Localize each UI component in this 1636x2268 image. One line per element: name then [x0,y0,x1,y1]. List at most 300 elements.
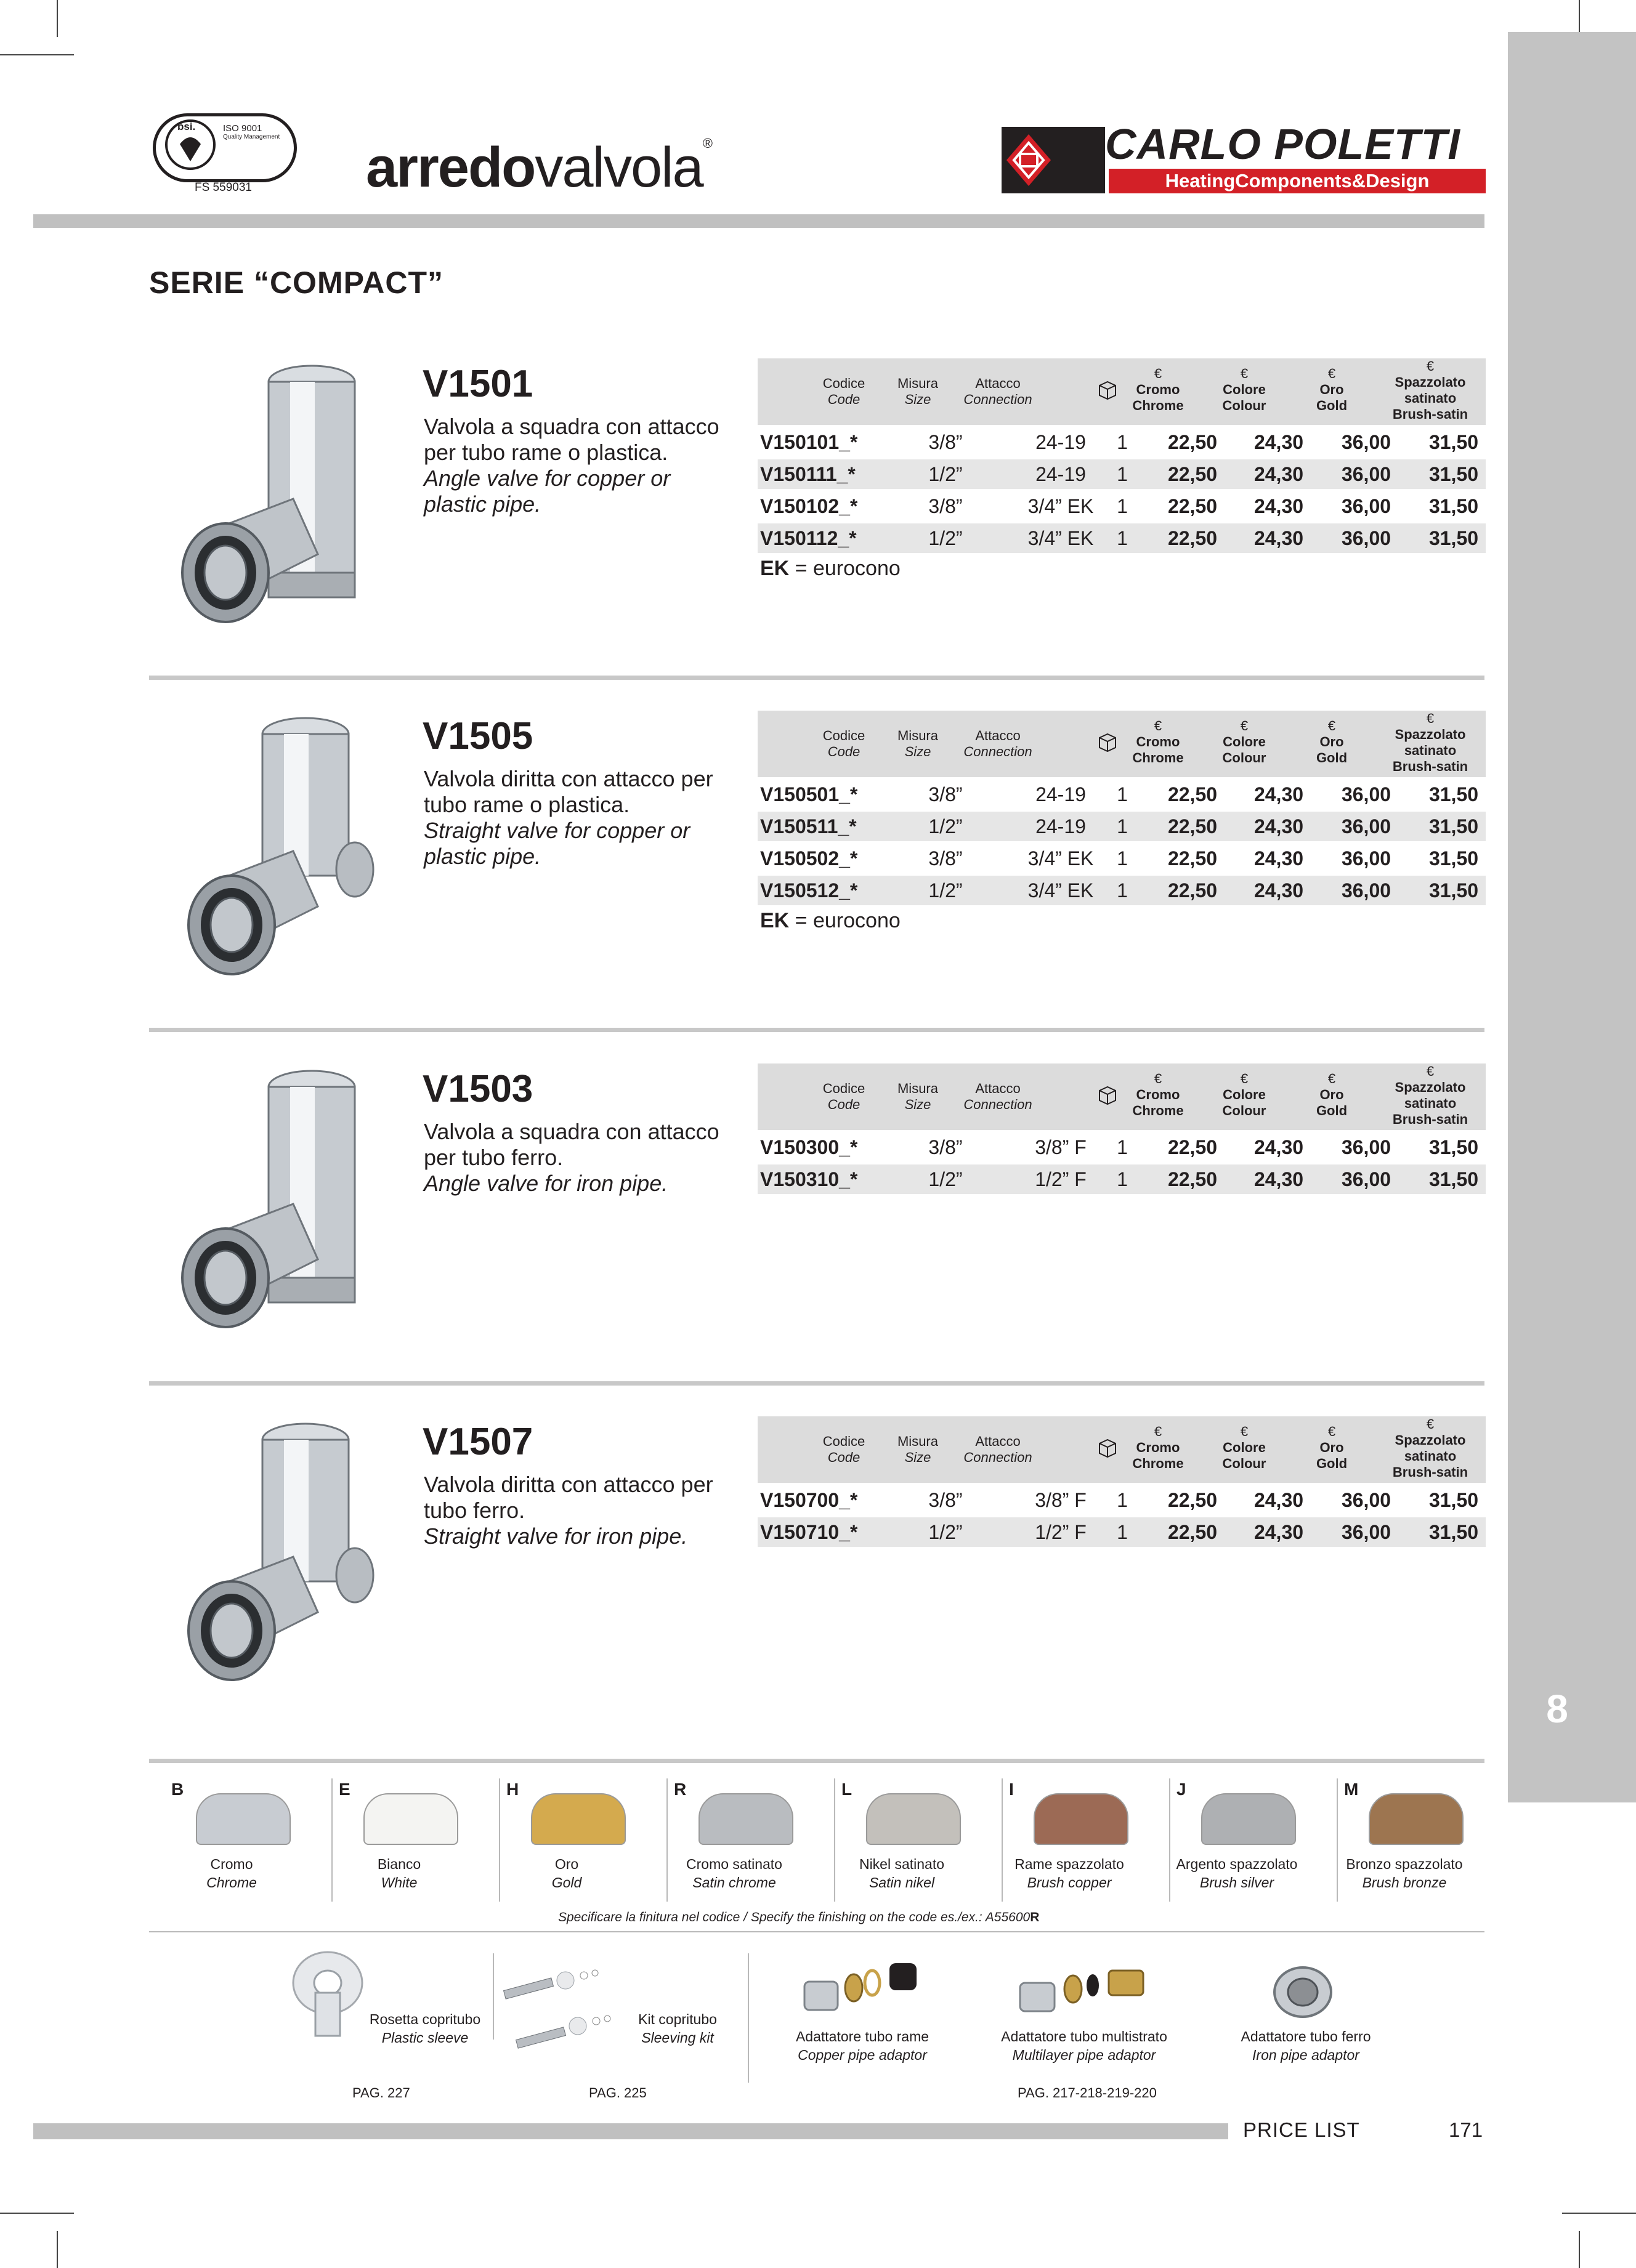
row-code: V150300_* [760,1136,858,1158]
header-colour-line: Colore [1223,734,1266,749]
row-quantity: 1 [1117,463,1128,485]
price-row [758,812,1486,841]
header-chrome-line: Cromo [1136,382,1180,397]
crop-mark [0,2213,74,2214]
header-brush-satin-line: satinato [1404,390,1457,406]
row-code: V150310_* [760,1168,858,1190]
page-reference[interactable]: PAG. 217-218-219-220 [1018,2085,1157,2101]
iron-adaptor-icon [1269,1958,1337,2026]
copper-adaptor-image [801,1953,924,2021]
row-price-colour: 24,30 [1253,879,1304,902]
row-code: V150112_* [760,527,857,549]
row-price-chrome: 22,50 [1167,527,1218,549]
header-size-line: Size [904,392,931,407]
valve-image [176,1056,423,1339]
header-chrome [1127,718,1189,766]
cp-emblem-icon [1002,127,1056,193]
crop-mark [1579,0,1580,37]
row-price-colour: 24,30 [1253,495,1304,517]
header-gold-line: € [1327,718,1336,733]
row-price-gold: 36,00 [1341,847,1391,870]
crop-mark [0,54,74,55]
header-brush-satin [1387,711,1473,775]
finish-name [325,1855,473,1892]
row-price-chrome: 22,50 [1167,1168,1218,1190]
row-price-colour: 24,30 [1253,1136,1304,1158]
eurocono-text: = eurocono [789,557,901,580]
row-quantity: 1 [1117,1168,1128,1190]
header-size-line: Misura [897,728,938,743]
finish-swatch [196,1793,291,1845]
product-description-en: Straight valve for iron pipe. [424,1523,688,1549]
finish-divider [1337,1778,1338,1902]
accessory-label [986,2027,1183,2064]
header-connection [955,376,1041,408]
finish-divider [499,1778,500,1902]
price-row [758,844,1486,873]
finish-divider [331,1778,333,1902]
row-price-colour: 24,30 [1253,847,1304,870]
header-gold-line: € [1327,1071,1336,1086]
row-size: 1/2” [928,1168,963,1190]
product-divider [149,1028,1484,1032]
header-colour-line: Colore [1223,1087,1266,1102]
finish-name-it: Cromo [210,1856,253,1872]
finish-name-en: Chrome [206,1875,257,1891]
brand-reg: ® [702,135,711,151]
header-brush-satin-line: Brush-satin [1392,406,1468,422]
row-price-gold: 36,00 [1341,879,1391,902]
header-connection-line: Connection [963,744,1032,759]
page-reference[interactable]: PAG. 227 [352,2085,410,2101]
accessory-name-en: Copper pipe adaptor [798,2047,927,2063]
row-quantity: 1 [1117,1136,1128,1158]
row-connection: 3/4” EK [1027,847,1094,870]
row-price-satin: 31,50 [1428,431,1479,453]
finish-swatch [531,1793,626,1845]
product-divider [149,1381,1484,1386]
brand-logo [366,135,711,200]
row-price-gold: 36,00 [1341,431,1391,453]
row-connection: 1/2” F [1035,1521,1087,1543]
price-row [758,1164,1486,1194]
accessories-divider [149,1931,1484,1932]
row-code: V150502_* [760,847,858,870]
header-connection-line: Connection [963,1097,1032,1112]
iso-number: ISO 9001 [223,123,262,134]
price-row [758,876,1486,905]
finish-swatch [363,1793,458,1845]
row-price-colour: 24,30 [1253,1168,1304,1190]
row-price-chrome: 22,50 [1167,495,1218,517]
finish-name-en: Brush silver [1199,1875,1274,1891]
finish-letter: L [841,1780,852,1799]
header-brush-satin-line: € [1426,1063,1435,1079]
accessory-name-en: Iron pipe adaptor [1252,2047,1359,2063]
header-brush-satin-line: Brush-satin [1392,1464,1468,1480]
header-bar [33,214,1484,228]
header-brush-satin [1387,1416,1473,1480]
header-colour [1213,718,1275,766]
header-gold-line: € [1327,1424,1336,1439]
row-price-colour: 24,30 [1253,783,1304,805]
finish-name [493,1855,641,1892]
row-price-satin: 31,50 [1428,1521,1479,1543]
header-colour-line: Colour [1222,750,1266,765]
row-code: V150512_* [760,879,858,902]
sleeving-kit-image [498,1959,621,2058]
copper-adaptor-icon [801,1953,924,2021]
row-quantity: 1 [1117,783,1128,805]
finish-divider [1169,1778,1170,1902]
row-connection: 24-19 [1035,463,1086,485]
crop-mark [57,0,58,37]
row-price-chrome: 22,50 [1167,815,1218,837]
row-size: 3/8” [928,847,963,870]
header-connection-line: Connection [963,392,1032,407]
row-size: 3/8” [928,431,963,453]
price-row [758,491,1486,521]
eurocono-abbr: EK [760,909,790,932]
eurocono-note [760,557,901,581]
accessory-name-it: Adattatore tubo multistrato [1001,2028,1167,2044]
row-price-colour: 24,30 [1253,431,1304,453]
header-chrome-line: € [1154,718,1162,733]
row-code: V150700_* [760,1489,858,1511]
header-code-line: Codice [822,1434,865,1449]
price-row [758,1132,1486,1162]
header-size [881,1081,955,1113]
finish-name-it: Cromo satinato [686,1856,782,1872]
header-code-line: Code [827,1450,861,1465]
header-size [881,376,955,408]
row-connection: 1/2” F [1035,1168,1087,1190]
row-code: V150111_* [760,463,856,485]
row-price-gold: 36,00 [1341,1168,1391,1190]
row-quantity: 1 [1117,847,1128,870]
finish-name-en: Brush bronze [1362,1875,1447,1891]
box-icon [1095,379,1120,404]
header-gold-line: Gold [1316,1103,1348,1118]
finish-name-en: Gold [551,1875,582,1891]
angle-valve-icon [176,1056,423,1339]
header-connection [955,1434,1041,1466]
price-list-label: PRICE LIST [1243,2118,1360,2141]
series-title: SERIE “COMPACT” [149,265,443,300]
product-description-en: Angle valve for copper or plastic pipe. [424,466,671,517]
header-brush-satin [1387,358,1473,422]
finish-note-text: Specificare la finitura nel codice / Specify the finishing on the code es./ex.: A55600 [558,1910,1031,1924]
row-connection: 24-19 [1035,815,1086,837]
price-table-header [758,1063,1486,1130]
header-code [801,728,887,760]
header-colour [1213,1071,1275,1119]
sleeving-kit-icon [498,1959,621,2058]
finish-letter: H [506,1780,519,1799]
crop-mark [1562,2213,1636,2214]
row-quantity: 1 [1117,431,1128,453]
cp-logo-band [1056,127,1105,193]
accessory-label [1220,2027,1392,2064]
finish-letter: I [1009,1780,1014,1799]
row-code: V150501_* [760,783,858,805]
bsi-label: bsi. [177,121,196,132]
header-chrome-line: Chrome [1132,398,1184,413]
row-price-colour: 24,30 [1253,463,1304,485]
iron-adaptor-image [1269,1958,1337,2026]
page-number: 171 [1449,2118,1483,2141]
header-size-line: Size [904,1450,931,1465]
row-quantity: 1 [1117,495,1128,517]
row-price-gold: 36,00 [1341,1136,1391,1158]
eurocono-note [760,909,901,933]
accessory-label [770,2027,955,2064]
angle-valve-icon [176,351,423,634]
header-colour-line: Colour [1222,1103,1266,1118]
header-chrome [1127,366,1189,414]
price-table-header [758,358,1486,425]
header-chrome-line: € [1154,366,1162,381]
header-connection [955,728,1041,760]
finish-letter: B [171,1780,184,1799]
row-price-chrome: 22,50 [1167,847,1218,870]
header-gold-line: Oro [1319,1087,1344,1102]
header-colour-line: Colour [1222,398,1266,413]
finish-divider [666,1778,668,1902]
row-price-satin: 31,50 [1428,879,1479,902]
header-code [801,1434,887,1466]
header-brush-satin-line: € [1426,358,1435,374]
row-price-chrome: 22,50 [1167,431,1218,453]
product-divider [149,676,1484,680]
product-description-it: Valvola a squadra con attacco per tubo rame o plastica. [424,414,719,465]
header-size-line: Misura [897,1434,938,1449]
row-price-satin: 31,50 [1428,1136,1479,1158]
header-chrome [1127,1071,1189,1119]
finish-swatch [699,1793,793,1845]
header-connection-line: Attacco [975,1081,1021,1096]
header-gold [1301,718,1363,766]
finish-name-it: Bronzo spazzolato [1346,1856,1463,1872]
header-gold [1301,1424,1363,1472]
finish-name-en: Satin chrome [692,1875,776,1891]
finish-name [1330,1855,1478,1892]
header-connection-line: Attacco [975,728,1021,743]
header-brush-satin-line: Spazzolato [1395,1432,1466,1448]
accessory-divider [748,1953,749,2083]
header-code-line: Codice [822,1081,865,1096]
row-price-satin: 31,50 [1428,1168,1479,1190]
header-brush-satin-line: Brush-satin [1392,759,1468,774]
header-connection-line: Attacco [975,376,1021,391]
header-code-line: Code [827,744,861,759]
accessory-label [616,2010,739,2047]
header-gold-line: € [1327,366,1336,381]
row-price-chrome: 22,50 [1167,783,1218,805]
row-size: 1/2” [928,527,963,549]
header-connection-line: Connection [963,1450,1032,1465]
row-size: 3/8” [928,495,963,517]
row-connection: 3/4” EK [1027,527,1094,549]
product-description-it: Valvola a squadra con attacco per tubo ferro. [424,1119,719,1170]
row-quantity: 1 [1117,815,1128,837]
row-price-colour: 24,30 [1253,1489,1304,1511]
row-price-gold: 36,00 [1341,495,1391,517]
page-reference[interactable]: PAG. 225 [589,2085,647,2101]
header-code [801,1081,887,1113]
finish-letter: R [674,1780,687,1799]
multilayer-adaptor-icon [1016,1953,1152,2021]
brand-bold: arredo [366,136,535,199]
finish-letter: E [339,1780,350,1799]
product-description-it: Valvola diritta con attacco per tubo rame o plastica. [424,766,713,817]
row-size: 1/2” [928,1521,963,1543]
price-row [758,780,1486,809]
header-gold [1301,1071,1363,1119]
header-chrome-line: Cromo [1136,1087,1180,1102]
header-code [801,376,887,408]
row-price-chrome: 22,50 [1167,1521,1218,1543]
valve-image [176,351,423,634]
box-icon [1095,732,1120,756]
accessory-name-en: Multilayer pipe adaptor [1012,2047,1156,2063]
accessory-name-it: Adattatore tubo ferro [1241,2028,1371,2044]
header-brush-satin-line: Brush-satin [1392,1112,1468,1127]
row-price-gold: 36,00 [1341,1489,1391,1511]
box-icon [1095,1084,1120,1109]
header-brush-satin-line: satinato [1404,743,1457,758]
finishes-divider [149,1759,1484,1763]
header-gold-line: Oro [1319,1440,1344,1455]
header-colour [1213,1424,1275,1472]
row-connection: 24-19 [1035,783,1086,805]
price-row [758,459,1486,489]
header-size-line: Size [904,744,931,759]
footer-bar [33,2123,1228,2139]
row-size: 1/2” [928,815,963,837]
header-brush-satin-line: € [1426,1416,1435,1432]
price-row [758,1485,1486,1515]
price-row [758,1517,1486,1547]
crop-mark [1579,2231,1580,2268]
row-quantity: 1 [1117,527,1128,549]
row-price-gold: 36,00 [1341,815,1391,837]
header-brush-satin-line: satinato [1404,1096,1457,1111]
row-size: 3/8” [928,783,963,805]
row-connection: 3/8” F [1035,1489,1087,1511]
header-brush-satin-line: Spazzolato [1395,374,1466,390]
row-connection: 3/8” F [1035,1136,1087,1158]
header-size-line: Misura [897,1081,938,1096]
product-description-en: Straight valve for copper or plastic pipe. [424,818,690,869]
eurocono-text: = eurocono [789,909,901,932]
header-colour-line: € [1240,1424,1249,1439]
row-price-gold: 36,00 [1341,463,1391,485]
finish-name [158,1855,306,1892]
accessory-label [345,2010,505,2047]
finish-name-it: Nikel satinato [859,1856,945,1872]
finish-divider [834,1778,835,1902]
product-description-en: Angle valve for iron pipe. [424,1171,668,1196]
valve-image [176,703,423,987]
row-code: V150101_* [760,431,858,453]
row-code: V150710_* [760,1521,858,1543]
straight-valve-icon [176,703,423,987]
header-code-line: Codice [822,376,865,391]
row-connection: 24-19 [1035,431,1086,453]
finish-name-it: Oro [554,1856,579,1872]
product-code: V1501 [423,363,533,405]
header-size-line: Misura [897,376,938,391]
row-size: 3/8” [928,1136,963,1158]
finish-swatch [866,1793,961,1845]
row-price-colour: 24,30 [1253,1521,1304,1543]
row-price-chrome: 22,50 [1167,1136,1218,1158]
price-row [758,427,1486,457]
row-size: 3/8” [928,1489,963,1511]
finish-name-en: White [381,1875,418,1891]
row-price-gold: 36,00 [1341,1521,1391,1543]
cert-code: FS 559031 [195,181,252,194]
finish-divider [1002,1778,1003,1902]
accessory-name-it: Rosetta copritubo [369,2011,481,2027]
row-price-satin: 31,50 [1428,783,1479,805]
header-gold-line: Oro [1319,382,1344,397]
header-brush-satin-line: Spazzolato [1395,727,1466,742]
row-price-satin: 31,50 [1428,527,1479,549]
row-price-chrome: 22,50 [1167,1489,1218,1511]
finish-name-en: Satin nikel [869,1875,935,1891]
header-connection-line: Attacco [975,1434,1021,1449]
row-price-satin: 31,50 [1428,1489,1479,1511]
header-gold [1301,366,1363,414]
accessory-name-it: Adattatore tubo rame [795,2028,929,2044]
product-description-it: Valvola diritta con attacco per tubo ferro. [424,1472,713,1523]
row-price-satin: 31,50 [1428,815,1479,837]
row-quantity: 1 [1117,1489,1128,1511]
header-chrome-line: Cromo [1136,734,1180,749]
row-price-chrome: 22,50 [1167,879,1218,902]
price-row [758,523,1486,553]
iso-label [223,123,291,141]
finish-name-it: Argento spazzolato [1176,1856,1298,1872]
row-price-chrome: 22,50 [1167,463,1218,485]
header-code-line: Code [827,1097,861,1112]
finish-letter: M [1344,1780,1359,1799]
header-chrome-line: € [1154,1424,1162,1439]
header-size-line: Size [904,1097,931,1112]
finish-name [1163,1855,1311,1892]
row-price-colour: 24,30 [1253,527,1304,549]
header-colour [1213,366,1275,414]
header-colour-line: € [1240,1071,1249,1086]
header-code-line: Code [827,392,861,407]
header-chrome-line: Cromo [1136,1440,1180,1455]
row-code: V150511_* [760,815,857,837]
finish-name [660,1855,808,1892]
header-colour-line: Colour [1222,1456,1266,1471]
header-brush-satin [1387,1063,1473,1128]
straight-valve-icon [176,1409,423,1692]
row-price-gold: 36,00 [1341,783,1391,805]
header-brush-satin-line: € [1426,711,1435,726]
header-chrome-line: Chrome [1132,1103,1184,1118]
header-colour-line: Colore [1223,1440,1266,1455]
valve-image [176,1409,423,1692]
header-size [881,728,955,760]
row-price-satin: 31,50 [1428,463,1479,485]
header-chrome [1127,1424,1189,1472]
